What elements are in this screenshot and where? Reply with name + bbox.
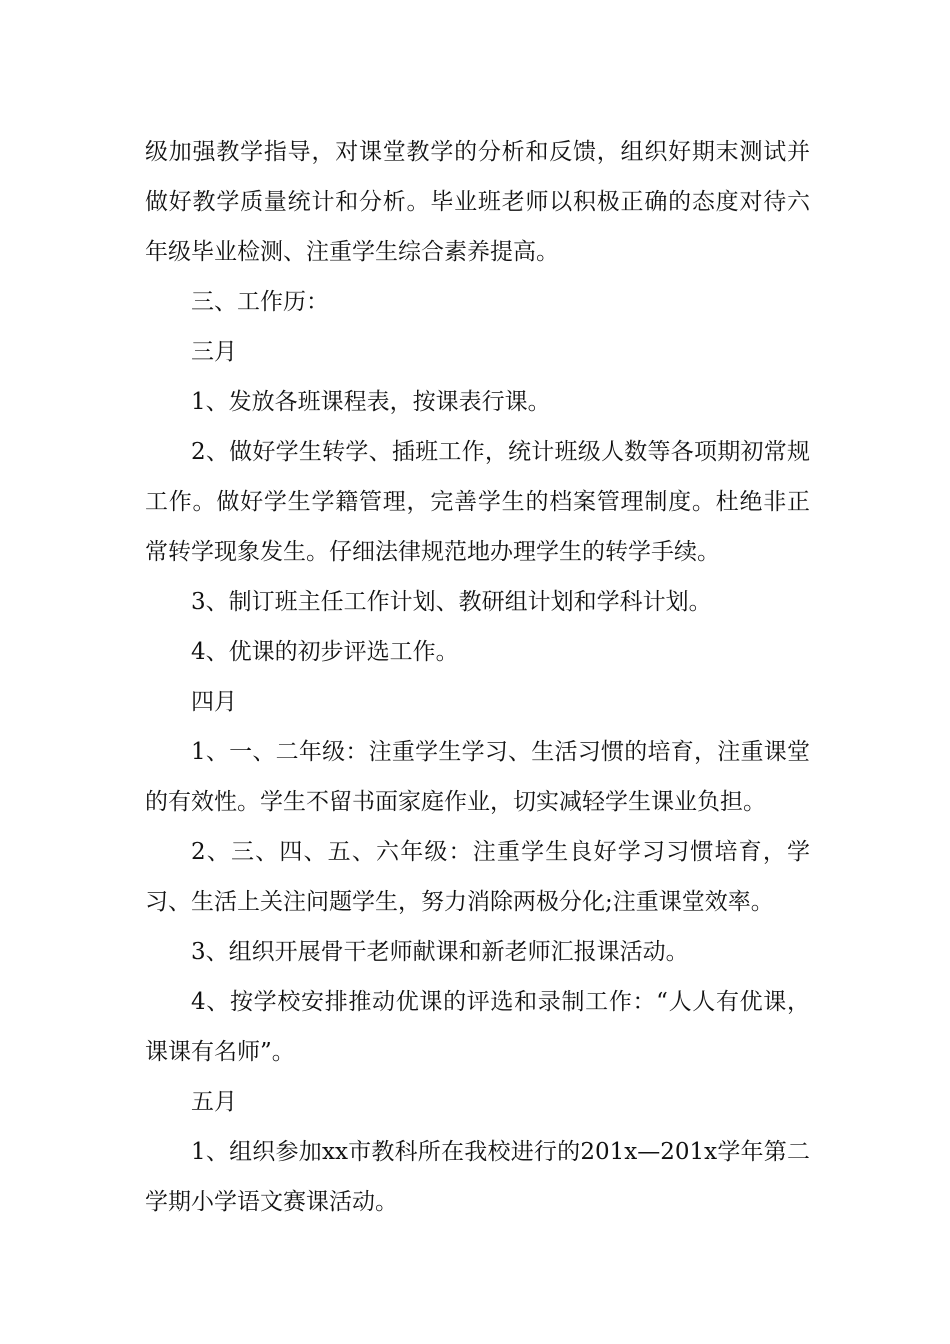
may-item-1: 1、组织参加xx市教科所在我校进行的201x—201x学年第二学期小学语文赛课活动。: [145, 1139, 810, 1215]
march-item-3: 3、制订班主任工作计划、教研组计划和学科计划。: [191, 589, 712, 615]
april-item-2: 2、三、四、五、六年级：注重学生良好学习习惯培育，学习、生活上关注问题学生，努力消除两极分化;注重课堂效率。: [145, 839, 810, 915]
section-heading-work-calendar: 三、工作历：: [191, 289, 329, 315]
march-item-1: 1、发放各班课程表，按课表行课。: [191, 389, 551, 415]
month-heading-april: 四月: [191, 689, 237, 715]
month-heading-march: 三月: [191, 339, 237, 365]
april-item-1: 1、一、二年级：注重学生学习、生活习惯的培育，注重课堂的有效性。学生不留书面家庭作业，切实减轻学生课业负担。: [145, 739, 810, 815]
april-item-4: 4、按学校安排推动优课的评选和录制工作：“人人有优课，课课有名师”。: [145, 989, 810, 1065]
paragraph-continuation: 级加强教学指导，对课堂教学的分析和反馈，组织好期末测试并做好教学质量统计和分析。毕业班老师以积极正确的态度对待六年级毕业检测、注重学生综合素养提高。: [145, 139, 810, 265]
march-item-2: 2、做好学生转学、插班工作，统计班级人数等各项期初常规工作。做好学生学籍管理，完善学生的档案管理制度。杜绝非正常转学现象发生。仔细法律规范地办理学生的转学手续。: [145, 439, 810, 565]
month-heading-may: 五月: [191, 1089, 237, 1115]
march-item-4: 4、优课的初步评选工作。: [191, 639, 459, 665]
april-item-3: 3、组织开展骨干老师献课和新老师汇报课活动。: [191, 939, 689, 965]
document-body: [145, 127, 810, 1227]
